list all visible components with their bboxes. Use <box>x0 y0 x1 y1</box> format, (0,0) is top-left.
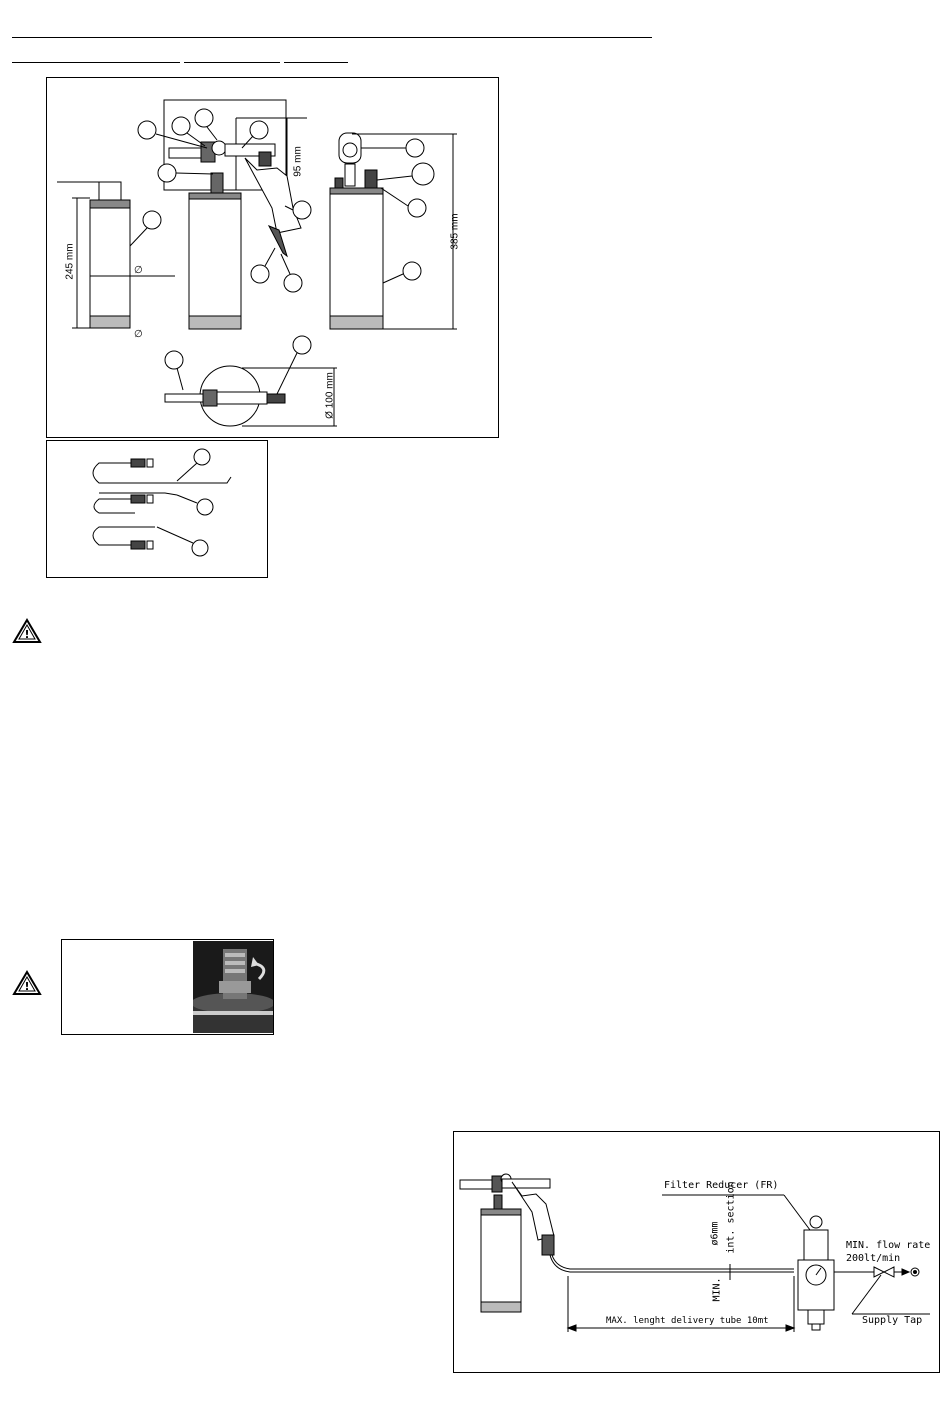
installation-diagram <box>453 1131 940 1373</box>
warning-triangle-icon <box>13 971 41 995</box>
top-view <box>165 366 337 426</box>
connector-photo <box>193 941 273 1033</box>
min-flow-rate-label: MIN. flow rate <box>846 1240 931 1251</box>
product-drawing <box>47 78 500 439</box>
min-label: MIN. <box>711 1277 723 1302</box>
product-drawing-frame <box>46 77 499 438</box>
warning-box <box>61 939 274 1035</box>
svg-text:!: ! <box>24 628 30 641</box>
dim-label-95: 95 mm <box>292 146 304 177</box>
diameter-mark-1: ∅ <box>134 265 143 276</box>
warning-triangle-icon <box>13 619 41 643</box>
hoses-drawing <box>47 441 269 579</box>
svg-text:!: ! <box>24 980 30 993</box>
filter-reducer-label: Filter Reducer (FR) <box>664 1180 779 1191</box>
header-rule-seg2 <box>184 62 280 63</box>
dim-label-385: 385 mm <box>449 213 461 250</box>
tube-diameter-label: ø6mm <box>709 1221 721 1246</box>
diameter-mark-2: ∅ <box>134 329 143 340</box>
supply-tap-label: Supply Tap <box>862 1315 923 1326</box>
max-length-label: MAX. lenght delivery tube 10mt <box>606 1316 769 1326</box>
int-section-label: int. section <box>725 1181 737 1254</box>
dim-label-245: 245 mm <box>64 243 76 280</box>
min-flow-value-label: 200lt/min <box>846 1253 901 1264</box>
dim-label-100: Ø 100 mm <box>324 372 336 419</box>
hoses-drawing-frame <box>46 440 268 578</box>
header-rule-seg1 <box>12 62 180 63</box>
front-view <box>330 133 457 329</box>
header-rule-seg3 <box>284 62 348 63</box>
header-rule-top <box>12 37 652 38</box>
